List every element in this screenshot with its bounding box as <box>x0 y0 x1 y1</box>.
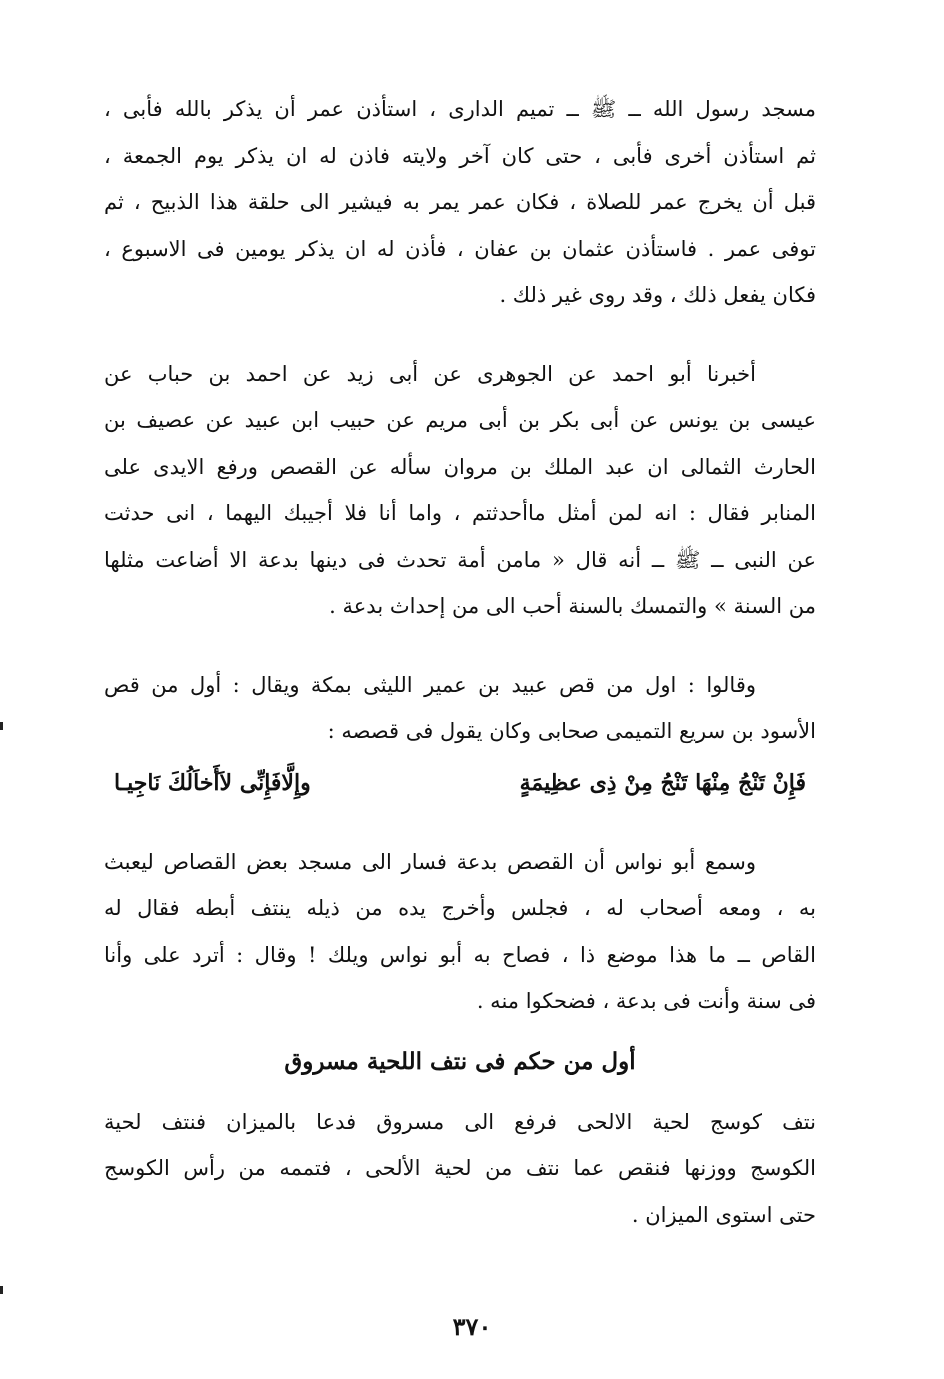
text-line: فى سنة وأنت فى بدعة ، فضحكوا منه . <box>476 989 816 1013</box>
paragraph-4 <box>104 839 816 1025</box>
paragraph-2 <box>104 351 816 630</box>
text-line: حتى استوى الميزان . <box>631 1202 816 1227</box>
text-line: ثم استأذن أخرى فأبى ، حتى كان آخر ولايته فاذن له ان يذكر يوم الجمعة ، <box>104 143 816 168</box>
text-line: أخبرنا أبو احمد عن الجوهرى عن أبى زيد عن احمد بن حباب عن <box>104 361 756 386</box>
paragraph-1 <box>104 86 816 319</box>
paragraph-gap <box>104 630 816 662</box>
page-number: ٣٧٠ <box>452 1312 492 1341</box>
paragraph-3 <box>104 662 816 755</box>
scan-edge-mark <box>0 1286 3 1294</box>
text-line: عيسى بن يونس عن أبى بكر بن أبى مريم عن حبيب ابن عبيد عن عصيف بن <box>104 408 816 432</box>
text-line: الأسود بن سريع التميمى صحابى وكان يقول فى قصصه : <box>327 719 816 743</box>
text-line: القاص ــ ما هذا موضع ذا ، فصاح به أبو نواس ويلك ! وقال : أترد على وأنا <box>104 942 816 967</box>
paragraph-5 <box>104 1099 816 1239</box>
text-line: وقالوا : اول من قص عبيد بن عمير الليثى بمكة ويقال : أول من قص <box>104 672 756 697</box>
verse-first-hemistich: فَإِنْ تَنْجُ مِنْهَا تَنْجُ مِنْ ذِى عظِيمَةٍ <box>519 769 806 796</box>
text-line: وسمع أبو نواس أن القصص بدعة فسار الى مسجد بعض القصاص ليعبث <box>104 849 756 874</box>
text-line: الحارث الثمالى ان عبد الملك بن مروان سأله عن القصص ورفع الايدى على <box>104 454 816 479</box>
page-body <box>104 86 816 1238</box>
text-line: عن النبى ــ ﷺ ــ أنه قال « مامن أمة تحدث فى دينها بدعة الا أضاعت مثلها <box>104 547 816 572</box>
section-heading: أول من حكم فى نتف اللحية مسروق <box>284 1047 636 1075</box>
text-line: توفى عمر . فاستأذن عثمان بن عفان ، فأذن له ان يذكر يومين فى الاسبوع ، <box>104 236 816 261</box>
poetry-verse <box>114 755 806 811</box>
text-line: فكان يفعل ذلك ، وقد روى غير ذلك . <box>499 283 816 307</box>
text-line: الكوسج ووزنها فنقص عما نتف من لحية الألحى ، فتممه من رأس الكوسج <box>104 1156 816 1180</box>
text-line: نتف كوسج لحية الالحى فرفع الى مسروق فدعا بالميزان فنتف لحية <box>104 1109 816 1134</box>
text-line: به ، ومعه أصحاب له ، فجلس وأخرج يده من ذيله ينتف أبطه فقال له <box>104 896 816 920</box>
scan-edge-mark <box>0 722 3 730</box>
text-line: من السنة » والتمسك بالسنة أحب الى من إحداث بدعة . <box>329 594 816 618</box>
text-line: قبل أن يخرج عمر للصلاة ، فكان عمر يمر به فيشير الى حلقة هذا الذبيح ، ثم <box>104 190 816 214</box>
paragraph-gap <box>104 319 816 351</box>
text-line: مسجد رسول الله ــ ﷺ ــ تميم الدارى ، استأذن عمر أن يذكر بالله فأبى ، <box>104 97 816 121</box>
paragraph-gap <box>104 811 816 839</box>
verse-second-hemistich: وإِلَّافَإِنِّى لاَأَخاَلُكَ نَاجِيـا <box>114 769 311 796</box>
text-line: المنابر فقال : انه لمن أمثل ماأحدثتم ، واما أنا فلا أجيبك اليهما ، انى حدثت <box>104 501 816 525</box>
